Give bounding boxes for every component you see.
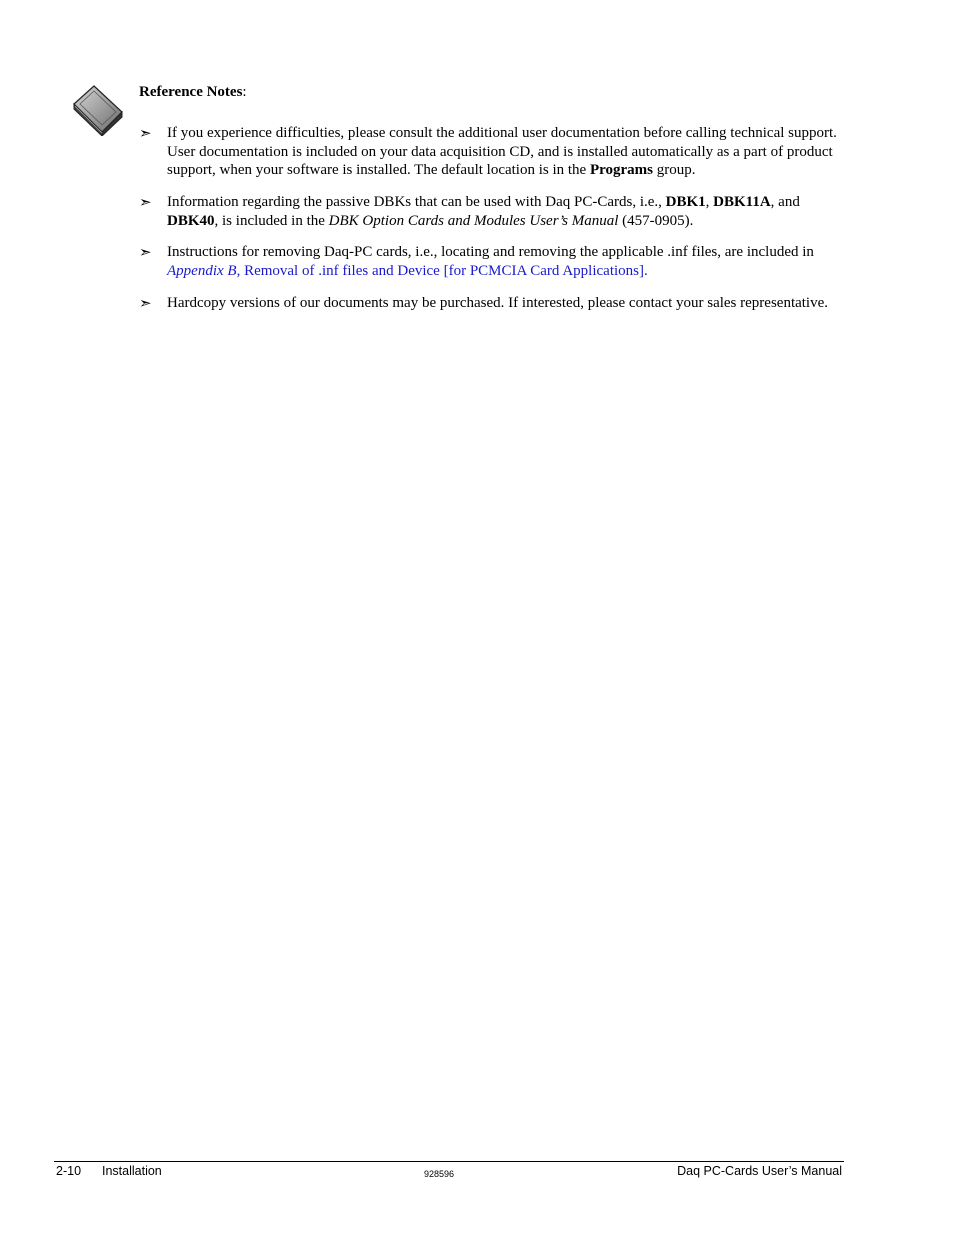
removal-inf-files-link[interactable]: Removal of .inf files and Device [for PCMCIA Card Applications]. (244, 262, 648, 279)
manual-book-icon (72, 84, 124, 136)
reference-note-text: Hardcopy versions of our documents may be purchased. If interested, please contact your sales representative. (167, 295, 829, 311)
reference-note-item (139, 294, 849, 313)
arrow-bullet-icon: ➣ (139, 124, 152, 142)
reference-notes-heading: Reference Notes: (139, 84, 247, 100)
arrow-bullet-icon: ➣ (139, 294, 152, 312)
reference-note-text: Information regarding the passive DBKs that can be used with Daq PC-Cards, i.e., DBK1, DBK11A, and DBK40, is included in the DBK Option Cards and Modules User’s Manual (457-0905). (167, 194, 800, 229)
footer-divider (54, 1161, 844, 1162)
footer-doc-id: 928596 (424, 1169, 455, 1179)
reference-note-item (139, 124, 849, 180)
arrow-bullet-icon: ➣ (139, 193, 152, 211)
footer-manual-title: Daq PC-Cards User’s Manual (677, 1164, 842, 1178)
reference-note-text: Instructions for removing Daq-PC cards, i.e., locating and removing the applicable .inf files, are included in Appendix B, Removal of .inf files and Device [for PCMCIA Card Applications]. (167, 244, 814, 279)
reference-note-text: If you experience difficulties, please consult the additional user documentation before calling technical support. User documentation is included on your data acquisition CD, and is installed automatically as a part of product support, when your software is installed. The default location is in the Programs group. (167, 125, 837, 178)
reference-note-item (139, 243, 849, 280)
arrow-bullet-icon: ➣ (139, 243, 152, 261)
footer-section: Installation (102, 1164, 162, 1178)
footer-page-number: 2-10 (56, 1164, 82, 1178)
reference-note-item (139, 193, 849, 230)
appendix-b-link[interactable]: Appendix B (167, 262, 237, 279)
